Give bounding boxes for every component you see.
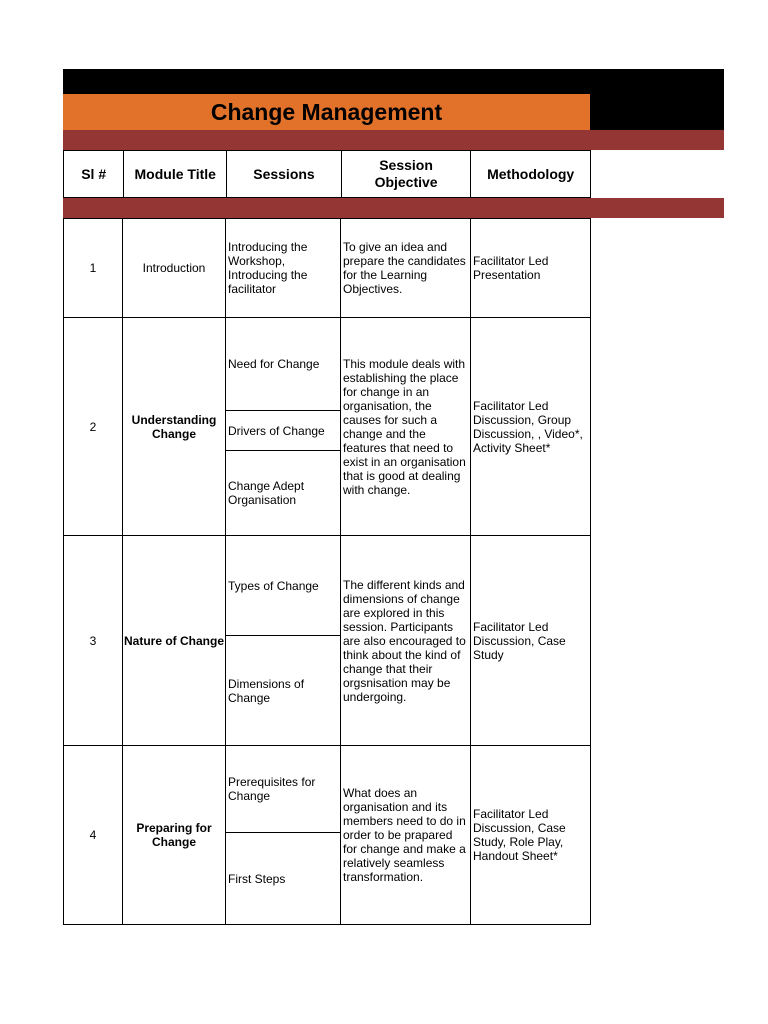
objective-cell: To give an idea and prepare the candidates for the Learning Objectives. <box>341 219 471 317</box>
page-title: Change Management <box>210 98 443 125</box>
objective-cell: What does an organisation and its members need to do in order to be prapared for change and make a relatively seamless transformation. <box>341 746 471 924</box>
header-session-objective <box>342 150 472 198</box>
objective-cell: This module deals with establishing the place for change in an organisation, the causes for such a change and the features that need to exist in an organisation that is good at dealing with change. <box>341 318 471 535</box>
red-divider-bar <box>63 130 724 150</box>
session-item: Prerequisites for Change <box>228 775 316 803</box>
header-sessions: Sessions <box>227 150 342 198</box>
session-item: Change Adept Organisation <box>226 450 340 535</box>
table-header-row <box>63 150 591 198</box>
session-item: Types of Change <box>228 578 319 593</box>
module-title-cell: Understanding Change <box>123 318 226 535</box>
header-methodology: Methodology <box>471 150 591 198</box>
table-row <box>63 746 591 925</box>
modules-table <box>63 218 591 925</box>
sl-cell: 1 <box>63 219 123 317</box>
table-row <box>63 218 591 318</box>
sl-cell: 3 <box>63 536 123 745</box>
sl-cell: 4 <box>63 746 123 924</box>
module-title-cell: Preparing for Change <box>123 746 226 924</box>
table-row <box>63 318 591 536</box>
methodology-cell: Facilitator Led Discussion, Case Study, Role Play, Handout Sheet* <box>471 746 591 924</box>
methodology-cell: Facilitator Led Presentation <box>471 219 591 317</box>
red-divider-bar-2 <box>63 198 724 218</box>
session-item: Need for Change <box>228 357 320 371</box>
table-row <box>63 536 591 746</box>
sessions-cell <box>226 746 341 924</box>
module-title-cell: Nature of Change <box>123 536 226 745</box>
session-item: Introducing the Workshop, Introducing the facilitator <box>228 240 308 296</box>
sessions-cell <box>226 536 341 745</box>
objective-cell: The different kinds and dimensions of change are explored in this session. Participants are also encouraged to think about the kind of change that their orgsnisation may be undergoing. <box>341 536 471 745</box>
session-item: Dimensions of Change <box>226 635 340 745</box>
module-title-cell: Introduction <box>123 219 226 317</box>
title-bar-extension <box>590 94 724 130</box>
header-sl: Sl # <box>63 150 124 198</box>
session-item: Drivers of Change <box>226 410 340 450</box>
sl-cell: 2 <box>63 318 123 535</box>
top-black-bar <box>63 69 724 94</box>
session-item: First Steps <box>226 832 340 924</box>
header-module-title: Module Title <box>124 150 227 198</box>
sessions-cell <box>226 318 341 535</box>
sessions-cell <box>226 219 341 317</box>
header-session-objective-text: Session Objective <box>374 157 438 190</box>
title-bar <box>63 94 590 130</box>
methodology-cell: Facilitator Led Discussion, Group Discussion, , Video*, Activity Sheet* <box>471 318 591 535</box>
methodology-cell: Facilitator Led Discussion, Case Study <box>471 536 591 745</box>
